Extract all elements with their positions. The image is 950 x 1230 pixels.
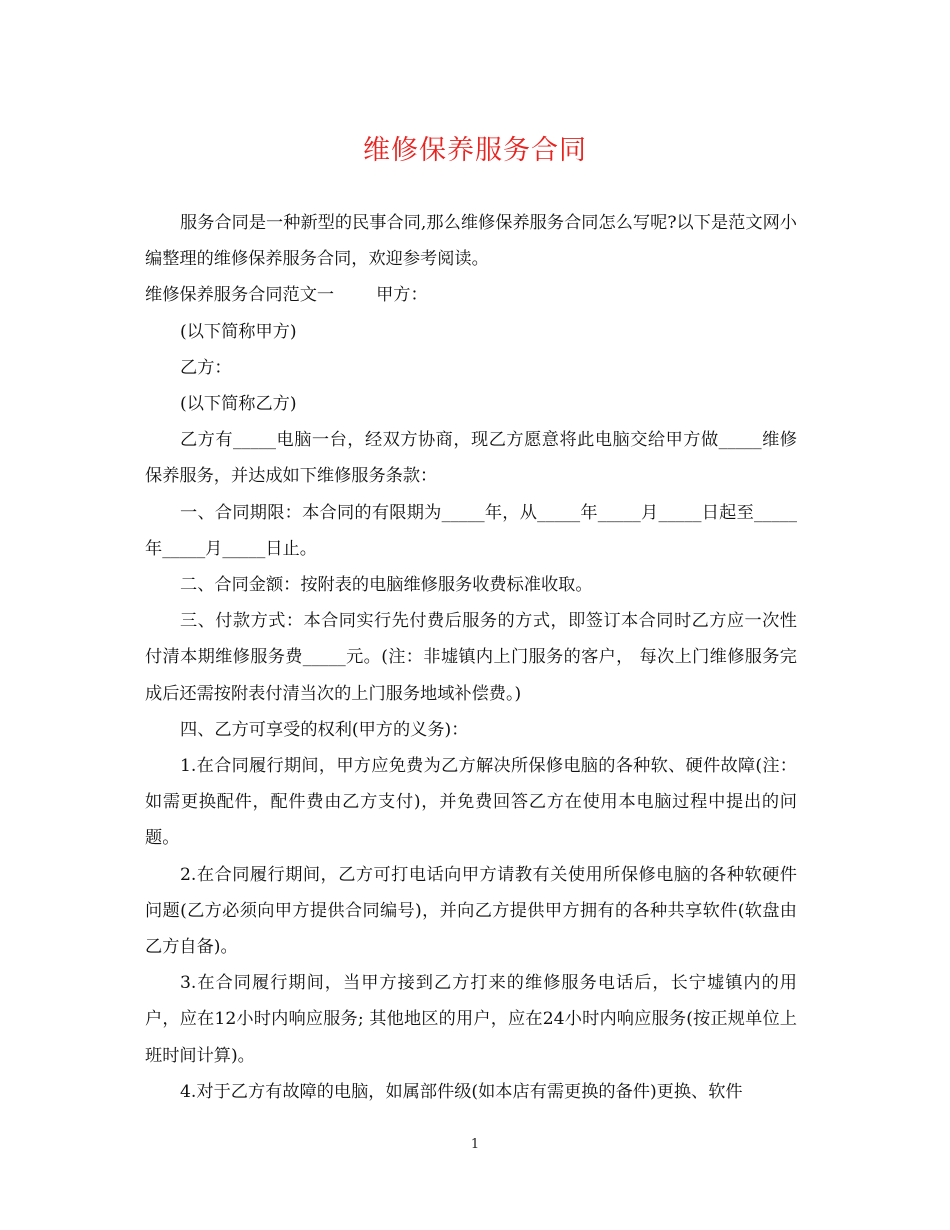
party-b-label: 乙方： xyxy=(180,357,232,378)
document-title: 维修保养服务合同 xyxy=(363,135,587,166)
clause-3: 三、付款方式：本合同实行先付费后服务的方式，即签订本合同时乙方应一次性付清本期维修服务费_____元。(注：非墟镇内上门服务的客户， 每次上门维修服务完成后还需按附表付清当次的上门服务地域补偿费。) xyxy=(145,611,797,704)
party-a-abbr: (以下简称甲方) xyxy=(180,321,297,342)
clause-4: 四、乙方可享受的权利(甲方的义务)： xyxy=(180,719,469,740)
item-2: 2.在合同履行期间，乙方可打电话向甲方请教有关使用所保修电脑的各种软硬件问题(乙方必须向甲方提供合同编号)，并向乙方提供甲方拥有的各种共享软件(软盘由乙方自备)。 xyxy=(145,864,797,958)
item-3: 3.在合同履行期间，当甲方接到乙方打来的维修服务电话后，长宁墟镇内的用户，应在12小时内响应服务; 其他地区的用户，应在24小时内响应服务(按正规单位上班时间计算)。 xyxy=(145,973,797,1066)
sample-heading-line xyxy=(145,277,797,313)
clause-2: 二、合同金额：按附表的电脑维修服务收费标准收取。 xyxy=(180,575,593,596)
item-1: 1.在合同履行期间，甲方应免费为乙方解决所保修电脑的各种软、硬件故障(注：如需更换配件，配件费由乙方支付)，并免费回答乙方在使用本电脑过程中提出的问题。 xyxy=(145,756,797,849)
clause-1: 一、合同期限：本合同的有限期为_____年，从_____年_____月_____日起至_____年_____月_____日止。 xyxy=(145,502,797,559)
sample-heading: 维修保养服务合同范文一 xyxy=(145,285,335,306)
party-b-abbr: (以下简称乙方) xyxy=(180,394,297,415)
opening-paragraph: 乙方有_____电脑一台，经双方协商，现乙方愿意将此电脑交给甲方做_____维修保养服务，并达成如下维修服务条款： xyxy=(145,430,797,487)
page-number: 1 xyxy=(470,1137,480,1152)
party-a-label: 甲方： xyxy=(376,285,428,306)
document-body xyxy=(145,205,797,1110)
item-4: 4.对于乙方有故障的电脑，如属部件级(如本店有需更换的备件)更换、软件 xyxy=(180,1081,743,1102)
intro-paragraph: 服务合同是一种新型的民事合同,那么维修保养服务合同怎么写呢?以下是范文网小编整理的维修保养服务合同，欢迎参考阅读。 xyxy=(145,213,797,270)
